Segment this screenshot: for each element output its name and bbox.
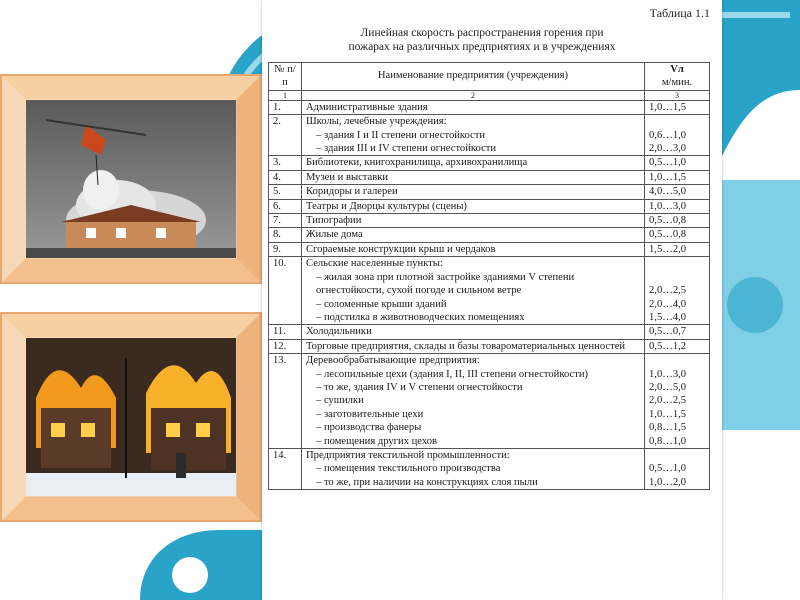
row-velocity-cell: [645, 228, 710, 242]
row-velocity-cell: [645, 448, 710, 489]
row-subitem: – помещения других цехов: [316, 435, 438, 447]
row-velocity-value: 0,5…0,8: [649, 229, 687, 241]
teal-swoosh-right: [715, 180, 800, 430]
row-name: Предприятия текстильной промышленности:: [306, 449, 510, 461]
header-velocity-symbol: Vл: [670, 64, 684, 75]
row-velocity-cell: [645, 170, 710, 184]
row-name: Холодильники: [306, 326, 372, 338]
row-name: Сгораемые конструкции крыш и чердаков: [306, 243, 496, 255]
row-number: 13.: [269, 354, 302, 449]
row-velocity-cell: [645, 339, 710, 353]
photo-frame-burning-house: [0, 312, 262, 522]
row-velocity-value: 1,0…2,0: [649, 476, 687, 488]
row-subitem: – заготовительные цехи: [316, 408, 424, 420]
row-name: Музеи и выставки: [306, 171, 389, 183]
table-row: [269, 448, 710, 489]
helicopter-firefighting-photo: [26, 100, 236, 258]
row-subitem: – производства фанеры: [316, 422, 422, 434]
table-row: [269, 115, 710, 156]
row-name: Библиотеки, книгохранилища, архивохранилища: [306, 157, 528, 169]
row-velocity-value: 0,5…1,0: [649, 463, 687, 475]
row-velocity-value: 0,8…1,5: [649, 422, 687, 434]
row-velocity-cell: [645, 325, 710, 339]
row-velocity-value: 1,5…2,0: [649, 243, 687, 255]
table-row: [269, 100, 710, 114]
row-velocity-value: 0,5…0,8: [649, 215, 687, 227]
row-velocity-value: 2,0…4,0: [649, 298, 687, 310]
row-velocity-value: 2,0…3,0: [649, 143, 687, 155]
row-velocity-value: 0,6…1,0: [649, 129, 687, 141]
row-name-cell: [302, 339, 645, 353]
row-velocity-value: 1,0…3,0: [649, 200, 687, 212]
row-number: 3.: [269, 156, 302, 170]
row-name-cell: [302, 185, 645, 199]
row-subitem: – здания I и II степени огнестойкости: [316, 129, 486, 141]
row-name: Школы, лечебные учреждения:: [306, 116, 447, 128]
document-sheet: [262, 0, 722, 600]
row-number: 8.: [269, 228, 302, 242]
row-name-cell: [302, 199, 645, 213]
row-velocity-value: 1,0…1,5: [649, 408, 687, 420]
index-cell: 1: [269, 90, 302, 100]
row-number: 1.: [269, 100, 302, 114]
row-velocity-value: 1,5…4,0: [649, 311, 687, 323]
table-row: [269, 325, 710, 339]
table-row: [269, 156, 710, 170]
row-name-cell: [302, 115, 645, 156]
row-velocity-value: 4,0…5,0: [649, 186, 687, 198]
row-subitem: – жилая зона при плотной застройке зданиями V степени огнестойкости, сухой погоде и сильном ветре: [316, 271, 575, 297]
row-subitem: – соломенные крыши зданий: [316, 298, 447, 310]
table-header-row: [269, 63, 710, 91]
row-subitem: – лесопильные цехи (здания I, II, III степени огнестойкости): [316, 368, 589, 380]
row-name-cell: [302, 257, 645, 325]
row-name: Коридоры и галереи: [306, 186, 398, 198]
row-name-cell: [302, 354, 645, 449]
header-velocity-unit: м/мин.: [661, 77, 693, 89]
row-velocity-value: 0,5…0,7: [649, 326, 687, 338]
row-velocity-value: 0,5…1,2: [649, 340, 687, 352]
index-cell: 2: [302, 90, 645, 100]
table-row: [269, 354, 710, 449]
row-name-cell: [302, 325, 645, 339]
table-title-line-1: Линейная скорость распространения горения при: [360, 27, 604, 39]
row-name: Торговые предприятия, склады и базы товароматериальных ценностей: [306, 340, 626, 352]
table-index-row: [269, 90, 710, 100]
row-number: 14.: [269, 448, 302, 489]
row-velocity-cell: [645, 185, 710, 199]
fire-speed-table: [268, 62, 710, 490]
row-number: 2.: [269, 115, 302, 156]
row-velocity-value: 2,0…5,0: [649, 381, 687, 393]
row-velocity-value: 2,0…2,5: [649, 285, 687, 297]
row-subitem: – сушилки: [316, 395, 364, 407]
row-velocity-cell: [645, 156, 710, 170]
row-name-cell: [302, 170, 645, 184]
row-velocity-value: 1,0…1,5: [649, 171, 687, 183]
row-velocity-value: 2,0…2,5: [649, 395, 687, 407]
row-number: 7.: [269, 214, 302, 228]
row-name: Типографии: [306, 215, 362, 227]
row-subitem: – то же, при наличии на конструкциях слоя пыли: [316, 476, 538, 488]
row-number: 10.: [269, 257, 302, 325]
row-velocity-cell: [645, 214, 710, 228]
row-name-cell: [302, 228, 645, 242]
row-name-cell: [302, 156, 645, 170]
row-subitem: – то же, здания IV и V степени огнестойкости: [316, 381, 523, 393]
row-name: Административные здания: [306, 101, 428, 113]
photo-frame-helicopter: [0, 74, 262, 284]
row-velocity-value: 1,0…1,5: [649, 101, 687, 113]
table-title-line-2: пожарах на различных предприятиях и в учреждениях: [348, 41, 616, 53]
row-number: 12.: [269, 339, 302, 353]
header-name: Наименование предприятия (учреждения): [302, 63, 645, 91]
row-number: 5.: [269, 185, 302, 199]
table-row: [269, 257, 710, 325]
row-velocity-value: 0,8…1,0: [649, 435, 687, 447]
table-row: [269, 170, 710, 184]
table-row: [269, 339, 710, 353]
row-subitem: – подстилка в животноводческих помещениях: [316, 311, 525, 323]
row-velocity-cell: [645, 257, 710, 325]
table-title: [302, 26, 662, 54]
row-name: Сельские населенные пункты:: [306, 258, 443, 270]
row-velocity-cell: [645, 199, 710, 213]
row-name-cell: [302, 214, 645, 228]
row-number: 11.: [269, 325, 302, 339]
table-row: [269, 242, 710, 256]
table-row: [269, 214, 710, 228]
teal-swoosh-bottom: [130, 520, 270, 600]
row-number: 4.: [269, 170, 302, 184]
row-velocity-cell: [645, 115, 710, 156]
header-num: № п/п: [269, 63, 302, 91]
table-row: [269, 199, 710, 213]
row-name-cell: [302, 242, 645, 256]
row-subitem: – здания III и IV степени огнестойкости: [316, 143, 497, 155]
table-row: [269, 228, 710, 242]
row-velocity-value: 0,5…1,0: [649, 157, 687, 169]
index-cell: 3: [645, 90, 710, 100]
row-subitem: – помещения текстильного производства: [316, 463, 501, 475]
row-number: 9.: [269, 242, 302, 256]
row-velocity-cell: [645, 354, 710, 449]
row-name: Деревообрабатывающие предприятия:: [306, 355, 480, 367]
table-row: [269, 185, 710, 199]
row-name: Театры и Дворцы культуры (сцены): [306, 200, 467, 212]
row-velocity-value: 1,0…3,0: [649, 368, 687, 380]
header-velocity: [645, 63, 710, 91]
row-velocity-cell: [645, 100, 710, 114]
burning-house-photo: [26, 338, 236, 496]
table-label: Таблица 1.1: [649, 6, 710, 20]
row-name-cell: [302, 100, 645, 114]
row-number: 6.: [269, 199, 302, 213]
row-velocity-cell: [645, 242, 710, 256]
row-name-cell: [302, 448, 645, 489]
row-name: Жилые дома: [306, 229, 363, 241]
